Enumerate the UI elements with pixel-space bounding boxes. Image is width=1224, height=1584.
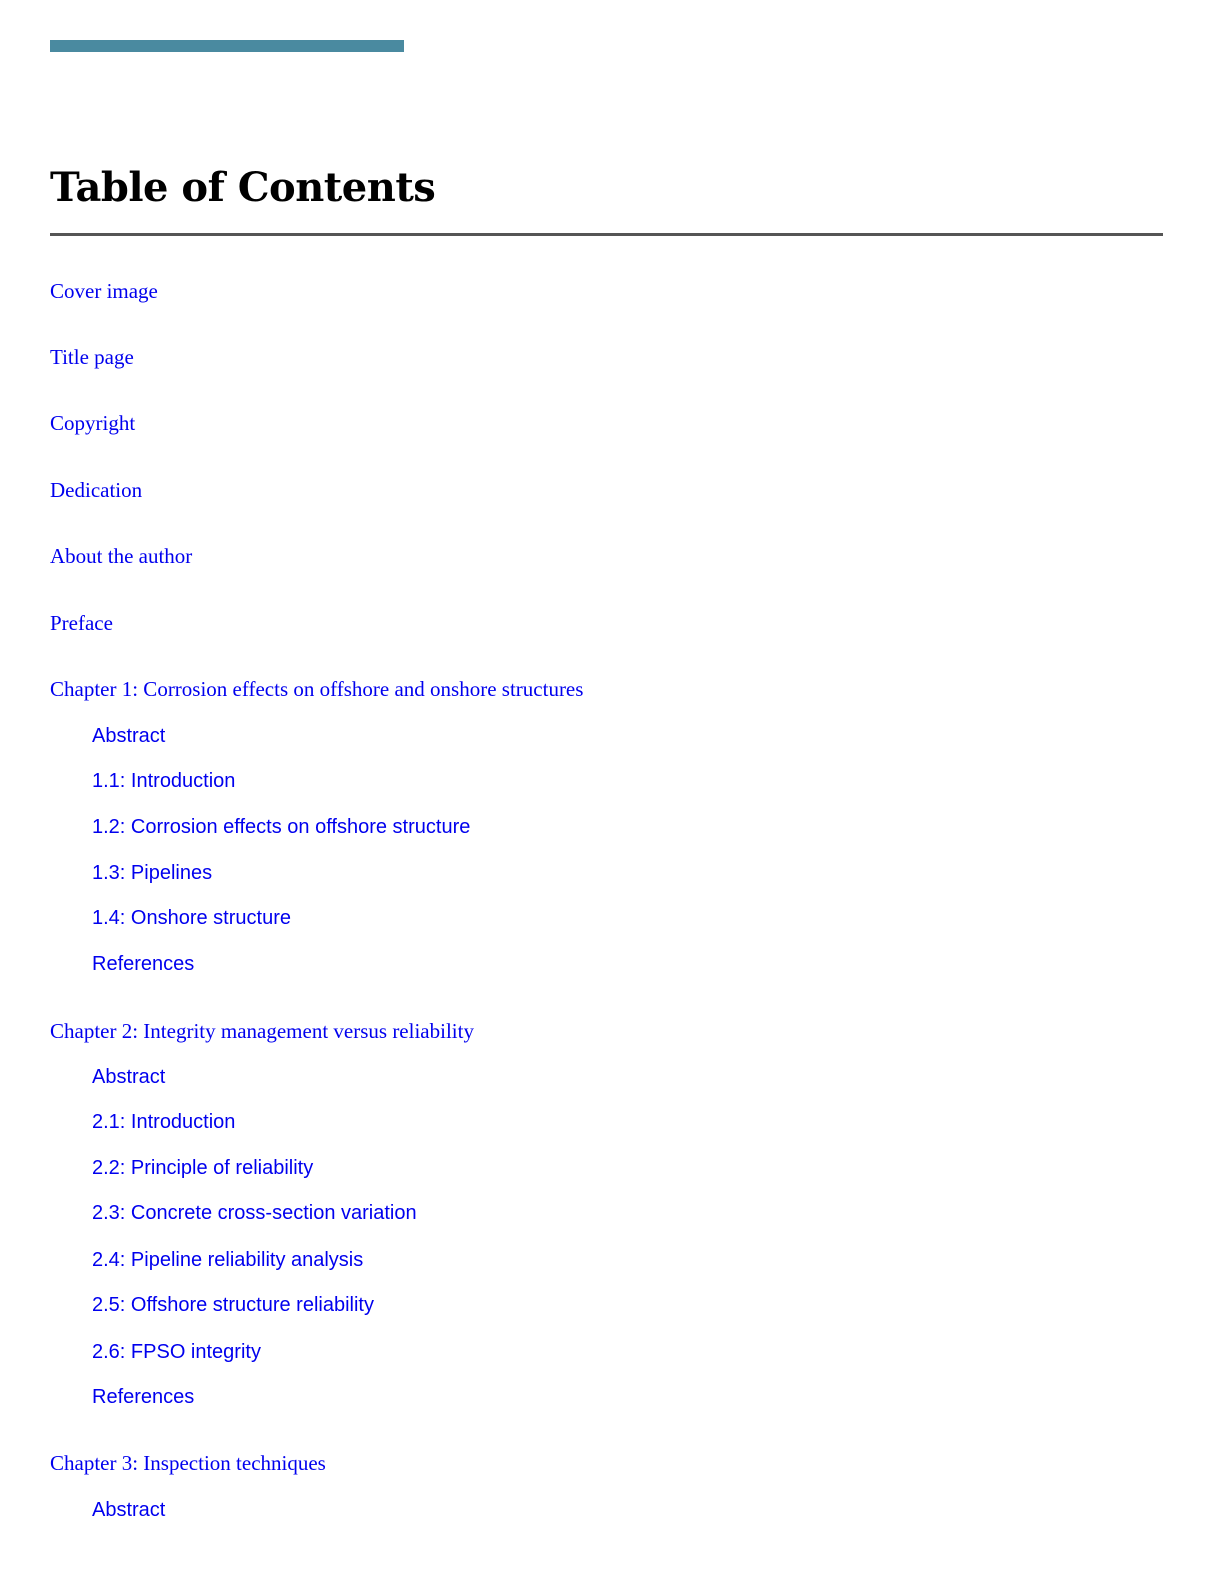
header-accent-bar [50,40,404,52]
toc-subentry[interactable]: Abstract [92,725,166,747]
toc-subentry[interactable]: 2.4: Pipeline reliability analysis [92,1249,364,1271]
toc-subentry[interactable]: 1.4: Onshore structure [92,907,291,929]
title-divider [50,233,1163,236]
toc-entry[interactable]: About the author [50,544,193,568]
toc-subentry[interactable]: 2.6: FPSO integrity [92,1341,261,1363]
toc-entry[interactable]: Preface [50,611,113,635]
toc-entry[interactable]: Dedication [50,478,143,502]
toc-subentry[interactable]: 1.3: Pipelines [92,862,213,884]
toc-subentry[interactable]: 2.3: Concrete cross-section variation [92,1202,417,1224]
toc-subentry[interactable]: Abstract [92,1066,166,1088]
page-title: Table of Contents [50,164,436,211]
toc-entry[interactable]: Chapter 2: Integrity management versus reliability [50,1019,474,1043]
toc-subentry[interactable]: References [92,953,195,975]
toc-entry[interactable]: Title page [50,345,134,369]
toc-subentry[interactable]: Abstract [92,1499,166,1521]
toc-subentry[interactable]: 2.5: Offshore structure reliability [92,1294,374,1316]
toc-subentry[interactable]: 2.2: Principle of reliability [92,1157,314,1179]
toc-subentry[interactable]: 1.2: Corrosion effects on offshore structure [92,816,471,838]
toc-entry[interactable]: Chapter 3: Inspection techniques [50,1451,326,1475]
toc-entry[interactable]: Cover image [50,279,158,303]
toc-subentry[interactable]: 1.1: Introduction [92,770,236,792]
toc-entry[interactable]: Copyright [50,411,136,435]
toc-entry[interactable]: Chapter 1: Corrosion effects on offshore and onshore structures [50,677,584,701]
toc-subentry[interactable]: References [92,1386,195,1408]
toc-subentry[interactable]: 2.1: Introduction [92,1111,236,1133]
